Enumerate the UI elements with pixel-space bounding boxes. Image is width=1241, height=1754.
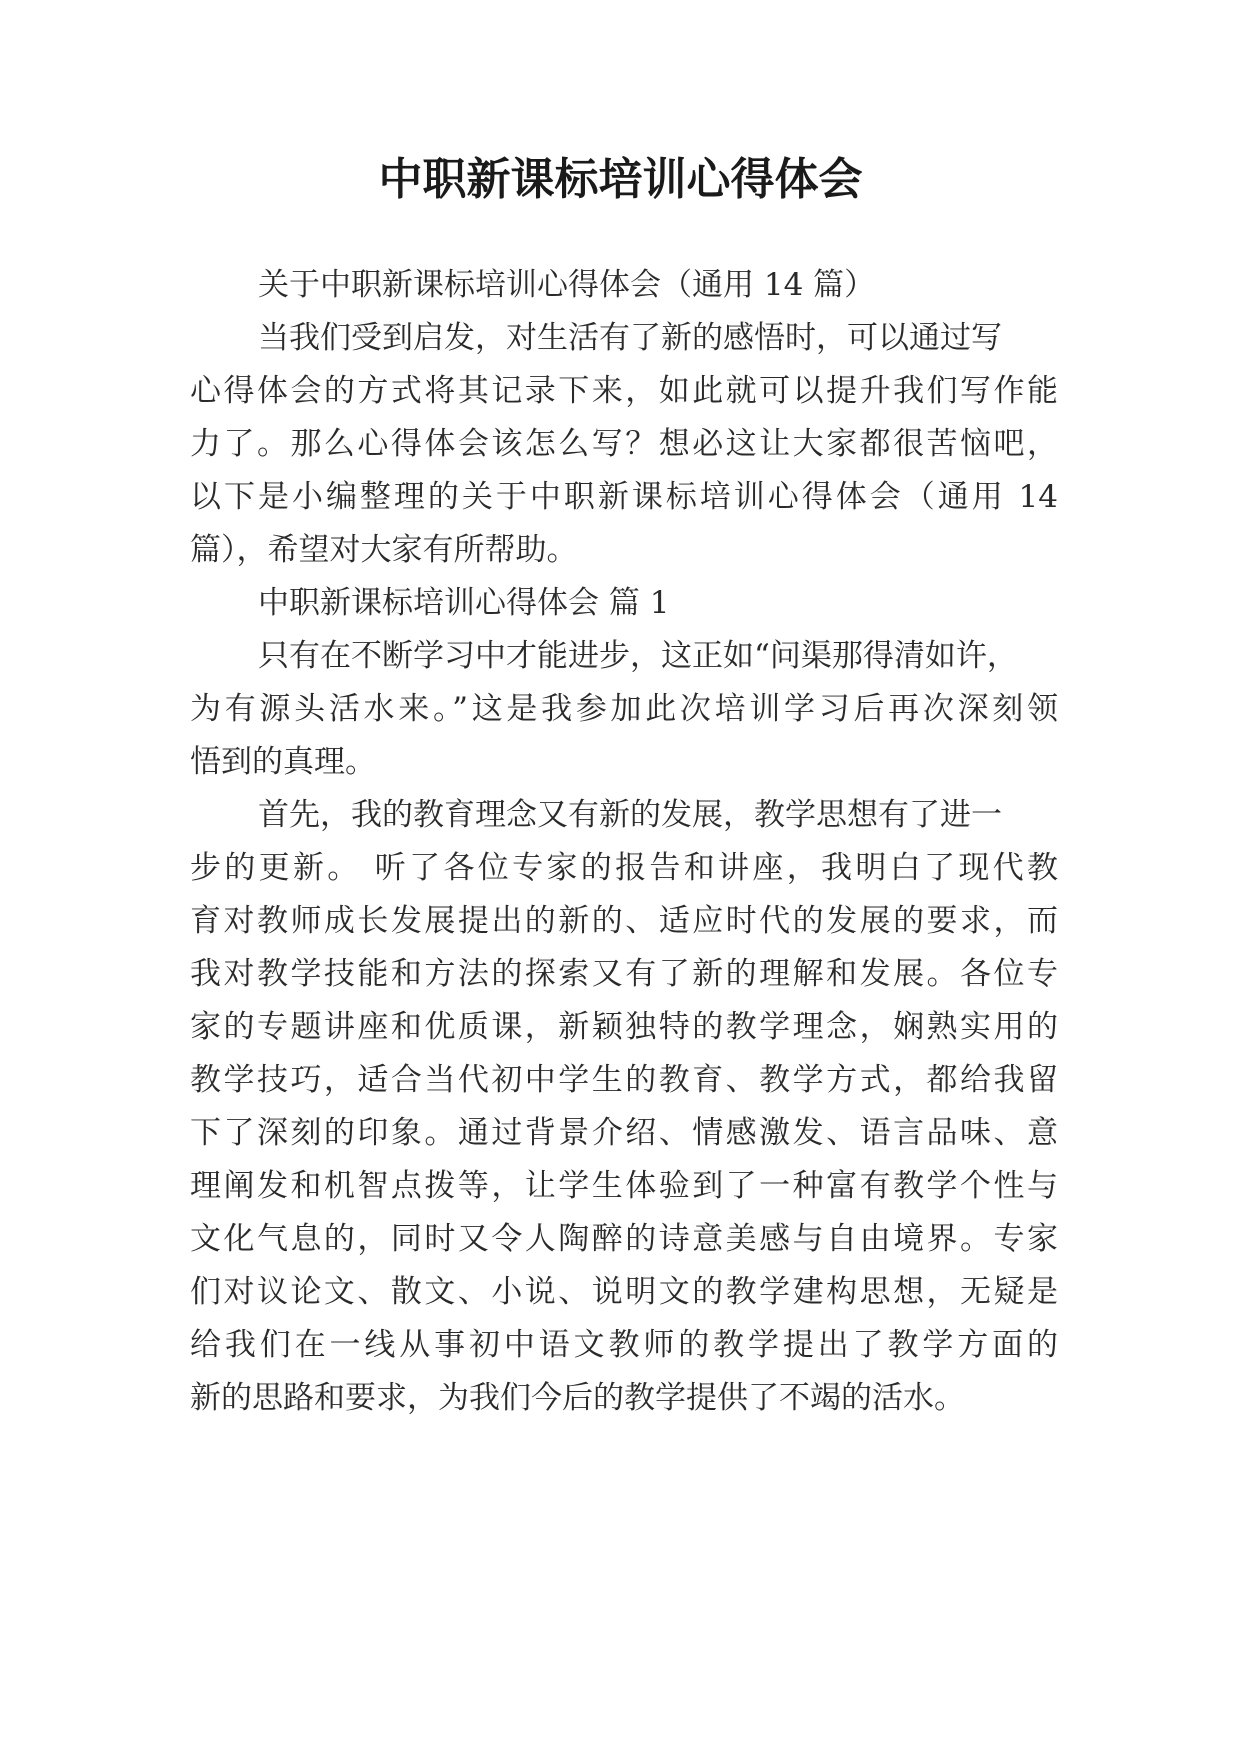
- paragraph-line: 育对教师成长发展提出的新的、适应时代的发展的要求，而: [190, 903, 1058, 939]
- paragraph-line: 下了深刻的印象。通过背景介绍、情感激发、语言品味、意: [190, 1115, 1058, 1151]
- paragraph-line: 文化气息的，同时又令人陶醉的诗意美感与自由境界。专家: [190, 1221, 1058, 1257]
- paragraph-line: 给我们在一线从事初中语文教师的教学提出了教学方面的: [190, 1327, 1058, 1363]
- paragraph-line: 篇），希望对大家有所帮助。: [190, 532, 578, 568]
- paragraph-line: 当我们受到启发，对生活有了新的感悟时，可以通过写: [258, 320, 1002, 356]
- intro-heading: 关于中职新课标培训心得体会（通用 14 篇）: [258, 267, 876, 303]
- paragraph-line: 新的思路和要求，为我们今后的教学提供了不竭的活水。: [190, 1380, 965, 1416]
- paragraph-line: 首先，我的教育理念又有新的发展，教学思想有了进一: [258, 797, 1002, 833]
- paragraph-line: 步的更新。 听了各位专家的报告和讲座，我明白了现代教: [190, 850, 1058, 886]
- document-title: 中职新课标培训心得体会: [378, 154, 863, 205]
- paragraph-line: 教学技巧，适合当代初中学生的教育、教学方式，都给我留: [190, 1062, 1058, 1098]
- paragraph-line: 力了。那么心得体会该怎么写？想必这让大家都很苦恼吧，: [190, 426, 1058, 462]
- section-heading: 中职新课标培训心得体会 篇 1: [258, 585, 670, 621]
- paragraph-line: 心得体会的方式将其记录下来，如此就可以提升我们写作能: [190, 373, 1058, 409]
- paragraph-line: 悟到的真理。: [190, 744, 376, 780]
- paragraph-line: 们对议论文、散文、小说、说明文的教学建构思想，无疑是: [190, 1274, 1058, 1310]
- paragraph-line: 家的专题讲座和优质课，新颖独特的教学理念，娴熟实用的: [190, 1009, 1058, 1045]
- paragraph-line: 理阐发和机智点拨等，让学生体验到了一种富有教学个性与: [190, 1168, 1058, 1204]
- paragraph-line: 只有在不断学习中才能进步，这正如“问渠那得清如许，: [258, 638, 1018, 674]
- paragraph-line: 我对教学技能和方法的探索又有了新的理解和发展。各位专: [190, 956, 1058, 992]
- paragraph-line: 以下是小编整理的关于中职新课标培训心得体会（通用 14: [190, 479, 1058, 515]
- paragraph-line: 为有源头活水来。”这是我参加此次培训学习后再次深刻领: [190, 691, 1058, 727]
